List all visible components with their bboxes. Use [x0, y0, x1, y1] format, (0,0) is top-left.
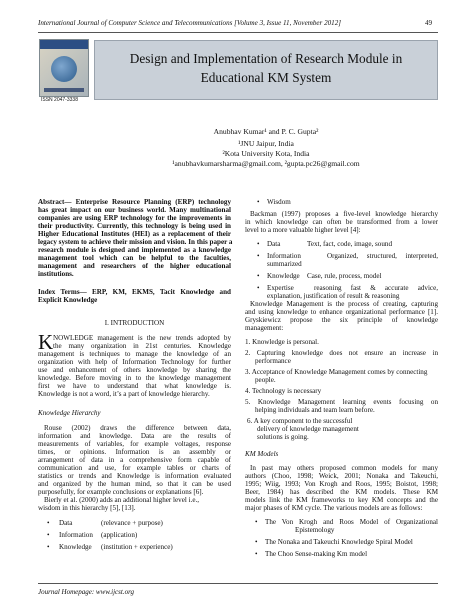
text-line: 5. Knowledge Management learning events focusing on	[245, 398, 438, 406]
text-line: Backman (1997) proposes a five-level knowledge hierarchy	[250, 210, 438, 218]
text-line: authors (Choo, 1998; Weick, 2001; Nonaka and Takeuchi,	[245, 472, 438, 480]
text-line: Index Terms— ERP, KM, EKMS, Tacit Knowledge and	[38, 288, 231, 296]
text-line: legacy system to achieve their mission and vision. In this paper a	[38, 238, 233, 246]
bullet-icon: •	[47, 531, 50, 539]
subheading-km-models: KM Models	[245, 450, 279, 458]
text-line: explanation, justification of result & reasoning	[267, 292, 400, 300]
text-line: Data	[59, 519, 73, 527]
text-line: information and knowledge. Data are the results of	[38, 432, 231, 440]
text-line: Information	[267, 252, 301, 260]
paper-title-line-2: Educational KM System	[200, 70, 332, 85]
running-header	[38, 19, 438, 27]
text-line: Knowledge	[267, 272, 300, 280]
text-line: (application)	[101, 531, 138, 539]
bullet-icon: •	[47, 543, 50, 551]
text-line: Expertise	[267, 284, 294, 292]
text-line: in which knowledge can often be transformed from a lower	[245, 218, 438, 226]
text-line: The Choo Sense-making Km model	[265, 550, 368, 558]
text-line: Beer, 1984) has described the KM models. These KM	[245, 488, 438, 496]
bullet-icon: •	[257, 240, 260, 248]
text-line: arrangement of data in a comprehensive form capable of	[38, 456, 231, 464]
text-line: Case, rule, process, model	[307, 272, 382, 280]
text-line: Information	[59, 531, 93, 539]
text-line: The Nonaka and Takeuchi Knowledge Spiral Model	[265, 538, 413, 546]
text-line: and organized by the human mind, so that it can be used	[38, 480, 231, 488]
text-line: Text, fact, code, image, sound	[307, 240, 392, 248]
text-line: management:	[245, 324, 284, 332]
text-line: people.	[255, 376, 276, 384]
text-line: 6. A key component to the successful	[247, 417, 353, 425]
text-line: (relevance + purpose)	[101, 519, 163, 527]
footer-rule	[38, 583, 438, 584]
text-line: Data	[267, 240, 281, 248]
text-line: management tool which can be helpful to the faculties,	[38, 254, 231, 262]
header-rule	[38, 32, 438, 33]
text-line: first we have to understand that what knowledge is.	[38, 382, 231, 390]
text-line: Knowledge is not a word, it’s a part of knowledge hierarchy.	[38, 390, 210, 398]
text-line: The Von Krogh and Roos Model of Organizational	[265, 518, 438, 526]
text-line: Knowledge Management is the process of creating, capturing	[250, 300, 438, 308]
text-line: management is techniques to manage the knowledge of an	[38, 350, 231, 358]
author-names: Anubhav Kumar¹ and P. C. Gupta²	[213, 127, 319, 136]
text-line: statistics or trends and Knowledge is information evaluated	[38, 472, 231, 480]
title-box	[94, 40, 438, 100]
paper-title-line-1: Design and Implementation of Research Module in	[129, 51, 403, 66]
author-emails: ¹anubhavkumarsharma@gmail.com, ²gupta.pc26@gmail.com	[172, 159, 360, 168]
text-line: major phases of KM cycle. The various models are as follows:	[245, 504, 423, 512]
journal-homepage: Journal Homepage: www.ijcst.org	[38, 588, 135, 596]
text-line: measurements of variables, for example voltages, response	[38, 440, 231, 448]
text-line: use and enhancement of others knowledge by sharing the	[38, 366, 231, 374]
text-line: knowledge. Before moving in to the knowledge management	[38, 374, 231, 382]
drop-cap: K	[38, 330, 54, 354]
text-line: summarized	[267, 260, 302, 268]
text-line: times, or opinions. Information is an assembly or	[38, 448, 231, 456]
text-line: Abstract— Enterprise Resource Planning (ERP) technology	[38, 198, 231, 206]
text-line: Epistemology	[295, 526, 335, 534]
text-line: companies are using ERP technology for the improvements in	[38, 214, 231, 222]
text-line: has great impact on our business world. Many multinational	[38, 206, 231, 214]
text-line: NOWLEDGE management is the new trends adopted by	[53, 334, 231, 342]
bullet-icon: •	[257, 272, 260, 280]
text-line: purposefully, for example conclusions or explanations [6].	[38, 488, 204, 496]
text-line: 4. Technology is necessary	[245, 387, 322, 395]
text-line: solutions is going.	[257, 433, 309, 441]
text-line: communication and use, for example tables or charts of	[38, 464, 231, 472]
journal-cover-image	[39, 39, 89, 97]
text-line: Bierly et al. (2000) adds an additional higher level i.e.,	[44, 496, 200, 504]
subheading-knowledge-hierarchy: Knowledge Hierarchy	[38, 409, 101, 417]
wisdom-item: Wisdom	[267, 198, 291, 206]
text-line: Rouse (2002) draws the difference between data,	[44, 424, 231, 432]
text-line: organization with help of Information Technology for further	[38, 358, 231, 366]
text-line: Organized, structured, interpreted,	[327, 252, 438, 260]
text-line: wisdom in this hierarchy [5], [13].	[38, 504, 136, 512]
text-line: 2. Capturing knowledge does not ensure an increase in	[245, 349, 438, 357]
text-line: institutions.	[38, 270, 74, 278]
section-heading-introduction: I. INTRODUCTION	[104, 319, 165, 327]
text-line: Explicit Knowledge	[38, 296, 98, 304]
text-line: (institution + experience)	[101, 543, 173, 551]
text-line: performance	[255, 357, 291, 365]
text-line: In past may others proposed common models for many	[250, 464, 438, 472]
bullet-icon: •	[255, 538, 258, 546]
text-line: and using knowledge to enhance organizational performance [1].	[245, 308, 438, 316]
text-line: their productivity. Currently, this technology is being used in	[38, 222, 231, 230]
text-line: Gryskiewicz propose the six principle of knowledge	[245, 316, 438, 324]
text-line: Higher Educational Institutes (HEI) as a replacement of their	[38, 230, 231, 238]
bullet-icon: •	[255, 518, 258, 526]
text-line: delivery of knowledge management	[257, 425, 359, 433]
bullet-icon: •	[257, 252, 260, 260]
text-line: models link the KM frameworks to key KM concepts and the	[245, 496, 438, 504]
journal-name: International Journal of Computer Science and Telecommunications [Volume 3, Issue 11, November 2012]	[38, 19, 342, 27]
bullet-icon: •	[257, 198, 260, 206]
page-number: 49	[425, 19, 433, 27]
text-line: 1995; Wiig, 1993; Von Krogh and Roos, 1995; Boistot, 1998;	[245, 480, 438, 488]
text-line: helping individuals and team learn before.	[255, 406, 375, 414]
text-line: reasoning fast & accurate advice,	[314, 284, 438, 292]
text-line: management and researchers of the higher educational	[38, 262, 231, 270]
bullet-icon: •	[255, 550, 258, 558]
text-line: 1. Knowledge is personal.	[245, 338, 319, 346]
text-line: research module is designed and implemented as a knowledge	[38, 246, 231, 254]
affiliation-2: ²Kota University Kota, India	[222, 149, 310, 158]
bullet-icon: •	[47, 519, 50, 527]
text-line: the many organization in 21st centuries. Knowledge	[53, 342, 231, 350]
text-line: 3. Acceptance of Knowledge Management comes by connecting	[245, 368, 428, 376]
text-line: Knowledge	[59, 543, 92, 551]
affiliation-1: ¹JNU Jaipur, India	[238, 139, 294, 148]
bullet-icon: •	[257, 284, 260, 292]
text-line: level to a more valuable higher level [4]:	[245, 226, 361, 234]
issn: ISSN 2047-3338	[41, 97, 78, 103]
